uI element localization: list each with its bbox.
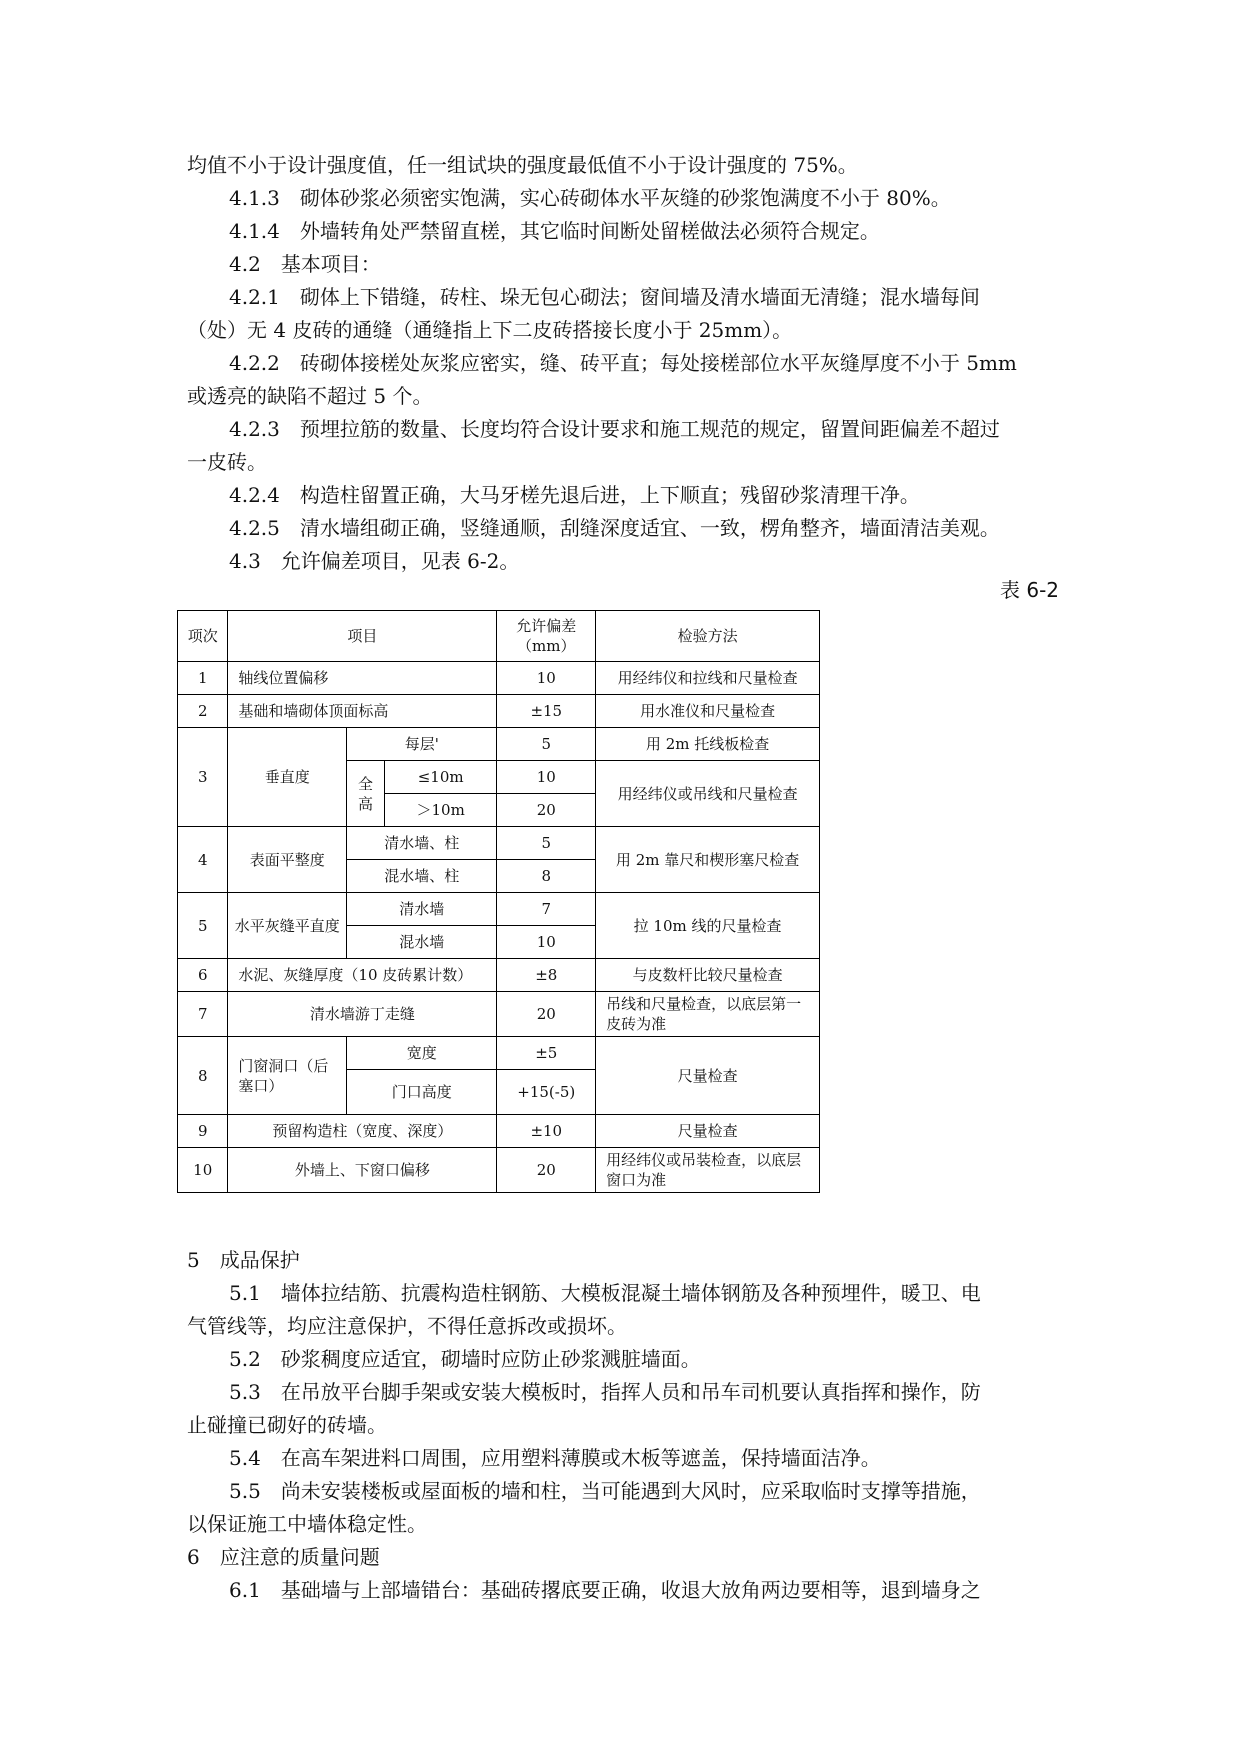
cell-item: 预留构造柱（宽度、深度） bbox=[228, 1115, 497, 1148]
cell-tolerance: 7 bbox=[497, 893, 596, 926]
cell-no: 5 bbox=[178, 893, 228, 959]
cell-item: 表面平整度 bbox=[228, 827, 347, 893]
paragraph-line: 4.1.4 外墙转角处严禁留直槎，其它临时间断处留槎做法必须符合规定。 bbox=[229, 219, 880, 243]
cell-tolerance: ±5 bbox=[497, 1037, 596, 1070]
table-row bbox=[178, 662, 820, 695]
cell-method: 用经纬仪或吊装检查，以底层窗口为准 bbox=[596, 1148, 820, 1193]
cell-method: 用经纬仪或吊线和尺量检查 bbox=[596, 761, 820, 827]
cell-method: 用经纬仪和拉线和尺量检查 bbox=[596, 662, 820, 695]
paragraph-line: 4.2.4 构造柱留置正确，大马牙槎先退后进，上下顺直；残留砂浆清理干净。 bbox=[229, 483, 920, 507]
cell-item: 门窗洞口（后塞口） bbox=[228, 1037, 347, 1115]
cell-tolerance: 10 bbox=[497, 926, 596, 959]
paragraph-line: 5.4 在高车架进料口周围，应用塑料薄膜或木板等遮盖，保持墙面洁净。 bbox=[229, 1446, 881, 1470]
paragraph-line: 4.2 基本项目： bbox=[229, 252, 381, 276]
cell-item-vertical: 垂直度 bbox=[228, 728, 347, 827]
cell-tolerance: ±15 bbox=[497, 695, 596, 728]
paragraph-line: （处）无 4 皮砖的通缝（通缝指上下二皮砖搭接长度小于 25mm）。 bbox=[187, 318, 793, 342]
cell-subitem: ＞10m bbox=[384, 794, 496, 827]
cell-tolerance: 10 bbox=[497, 761, 596, 794]
cell-subitem: 混水墙、柱 bbox=[347, 860, 497, 893]
cell-method: 尺量检查 bbox=[596, 1115, 820, 1148]
cell-no: 10 bbox=[178, 1148, 228, 1193]
paragraph-line: 以保证施工中墙体稳定性。 bbox=[187, 1512, 427, 1536]
cell-item: 水泥、灰缝厚度（10 皮砖累计数） bbox=[228, 959, 497, 992]
table-row bbox=[178, 959, 820, 992]
cell-subitem: 清水墙、柱 bbox=[347, 827, 497, 860]
section-heading: 5 成品保护 bbox=[187, 1248, 300, 1272]
cell-subitem: 宽度 bbox=[347, 1037, 497, 1070]
cell-tolerance: +15(-5) bbox=[497, 1070, 596, 1115]
cell-tolerance: 8 bbox=[497, 860, 596, 893]
paragraph-line: 止碰撞已砌好的砖墙。 bbox=[187, 1413, 387, 1437]
table-row bbox=[178, 893, 820, 926]
cell-subitem: 全高 bbox=[347, 761, 385, 827]
header-method: 检验方法 bbox=[596, 611, 820, 662]
cell-subitem: 混水墙 bbox=[347, 926, 497, 959]
cell-tolerance: 5 bbox=[497, 728, 596, 761]
cell-tolerance: 5 bbox=[497, 827, 596, 860]
paragraph-line: 均值不小于设计强度值，任一组试块的强度最低值不小于设计强度的 75%。 bbox=[187, 153, 858, 177]
cell-subitem: 每层' bbox=[347, 728, 497, 761]
cell-method: 拉 10m 线的尺量检查 bbox=[596, 893, 820, 959]
header-item: 项目 bbox=[228, 611, 497, 662]
section-heading: 6 应注意的质量问题 bbox=[187, 1545, 380, 1569]
cell-method: 用 2m 托线板检查 bbox=[596, 728, 820, 761]
paragraph-line: 或透亮的缺陷不超过 5 个。 bbox=[187, 384, 433, 408]
cell-tolerance: 20 bbox=[497, 992, 596, 1037]
cell-item: 外墙上、下窗口偏移 bbox=[228, 1148, 497, 1193]
cell-method: 与皮数杆比较尺量检查 bbox=[596, 959, 820, 992]
cell-tolerance: 20 bbox=[497, 794, 596, 827]
header-tolerance: 允许偏差（mm） bbox=[497, 611, 596, 662]
paragraph-line: 5.1 墙体拉结筋、抗震构造柱钢筋、大模板混凝土墙体钢筋及各种预埋件，暖卫、电 bbox=[229, 1281, 981, 1305]
table-row bbox=[178, 1037, 820, 1070]
cell-no: 4 bbox=[178, 827, 228, 893]
cell-method: 用水准仪和尺量检查 bbox=[596, 695, 820, 728]
cell-no: 1 bbox=[178, 662, 228, 695]
paragraph-line: 4.2.1 砌体上下错缝，砖柱、垛无包心砌法；窗间墙及清水墙面无清缝；混水墙每间 bbox=[229, 285, 980, 309]
table-header-row bbox=[178, 611, 820, 662]
table-row bbox=[178, 728, 820, 761]
cell-item: 基础和墙砌体顶面标高 bbox=[228, 695, 497, 728]
cell-method: 吊线和尺量检查，以底层第一皮砖为准 bbox=[596, 992, 820, 1037]
cell-subitem: 门口高度 bbox=[347, 1070, 497, 1115]
cell-no: 7 bbox=[178, 992, 228, 1037]
table-caption: 表 6-2 bbox=[1000, 578, 1060, 602]
cell-no: 2 bbox=[178, 695, 228, 728]
cell-item: 轴线位置偏移 bbox=[228, 662, 497, 695]
cell-method: 用 2m 靠尺和楔形塞尺检查 bbox=[596, 827, 820, 893]
paragraph-line: 一皮砖。 bbox=[187, 450, 267, 474]
cell-tolerance: 20 bbox=[497, 1148, 596, 1193]
table-row bbox=[178, 1148, 820, 1193]
paragraph-line: 5.2 砂浆稠度应适宜，砌墙时应防止砂浆溅脏墙面。 bbox=[229, 1347, 701, 1371]
table-row bbox=[178, 827, 820, 860]
paragraph-line: 5.5 尚未安装楼板或屋面板的墙和柱，当可能遇到大风时，应采取临时支撑等措施， bbox=[229, 1479, 981, 1503]
paragraph-line: 4.2.5 清水墙组砌正确，竖缝通顺，刮缝深度适宜、一致，楞角整齐，墙面清洁美观。 bbox=[229, 516, 1000, 540]
table-row bbox=[178, 992, 820, 1037]
table-row bbox=[178, 695, 820, 728]
paragraph-line: 5.3 在吊放平台脚手架或安装大模板时，指挥人员和吊车司机要认真指挥和操作，防 bbox=[229, 1380, 981, 1404]
cell-subitem: ≤10m bbox=[384, 761, 496, 794]
paragraph-line: 4.3 允许偏差项目，见表 6-2。 bbox=[229, 549, 520, 573]
paragraph-line: 4.2.2 砖砌体接槎处灰浆应密实，缝、砖平直；每处接槎部位水平灰缝厚度不小于 5mm bbox=[229, 351, 1017, 375]
tolerance-table bbox=[177, 610, 820, 1193]
cell-method: 尺量检查 bbox=[596, 1037, 820, 1115]
cell-tolerance: 10 bbox=[497, 662, 596, 695]
paragraph-line: 4.2.3 预埋拉筋的数量、长度均符合设计要求和施工规范的规定，留置间距偏差不超过 bbox=[229, 417, 1000, 441]
header-no: 项次 bbox=[178, 611, 228, 662]
cell-tolerance: ±10 bbox=[497, 1115, 596, 1148]
table-row bbox=[178, 1115, 820, 1148]
cell-no: 3 bbox=[178, 728, 228, 827]
cell-subitem: 清水墙 bbox=[347, 893, 497, 926]
cell-item: 水平灰缝平直度 bbox=[228, 893, 347, 959]
paragraph-line: 6.1 基础墙与上部墙错台：基础砖撂底要正确，收退大放角两边要相等，退到墙身之 bbox=[229, 1578, 981, 1602]
cell-no: 9 bbox=[178, 1115, 228, 1148]
cell-item: 清水墙游丁走缝 bbox=[228, 992, 497, 1037]
cell-tolerance: ±8 bbox=[497, 959, 596, 992]
cell-no: 8 bbox=[178, 1037, 228, 1115]
cell-no: 6 bbox=[178, 959, 228, 992]
paragraph-line: 4.1.3 砌体砂浆必须密实饱满，实心砖砌体水平灰缝的砂浆饱满度不小于 80%。 bbox=[229, 186, 951, 210]
paragraph-line: 气管线等，均应注意保护，不得任意拆改或损坏。 bbox=[187, 1314, 627, 1338]
